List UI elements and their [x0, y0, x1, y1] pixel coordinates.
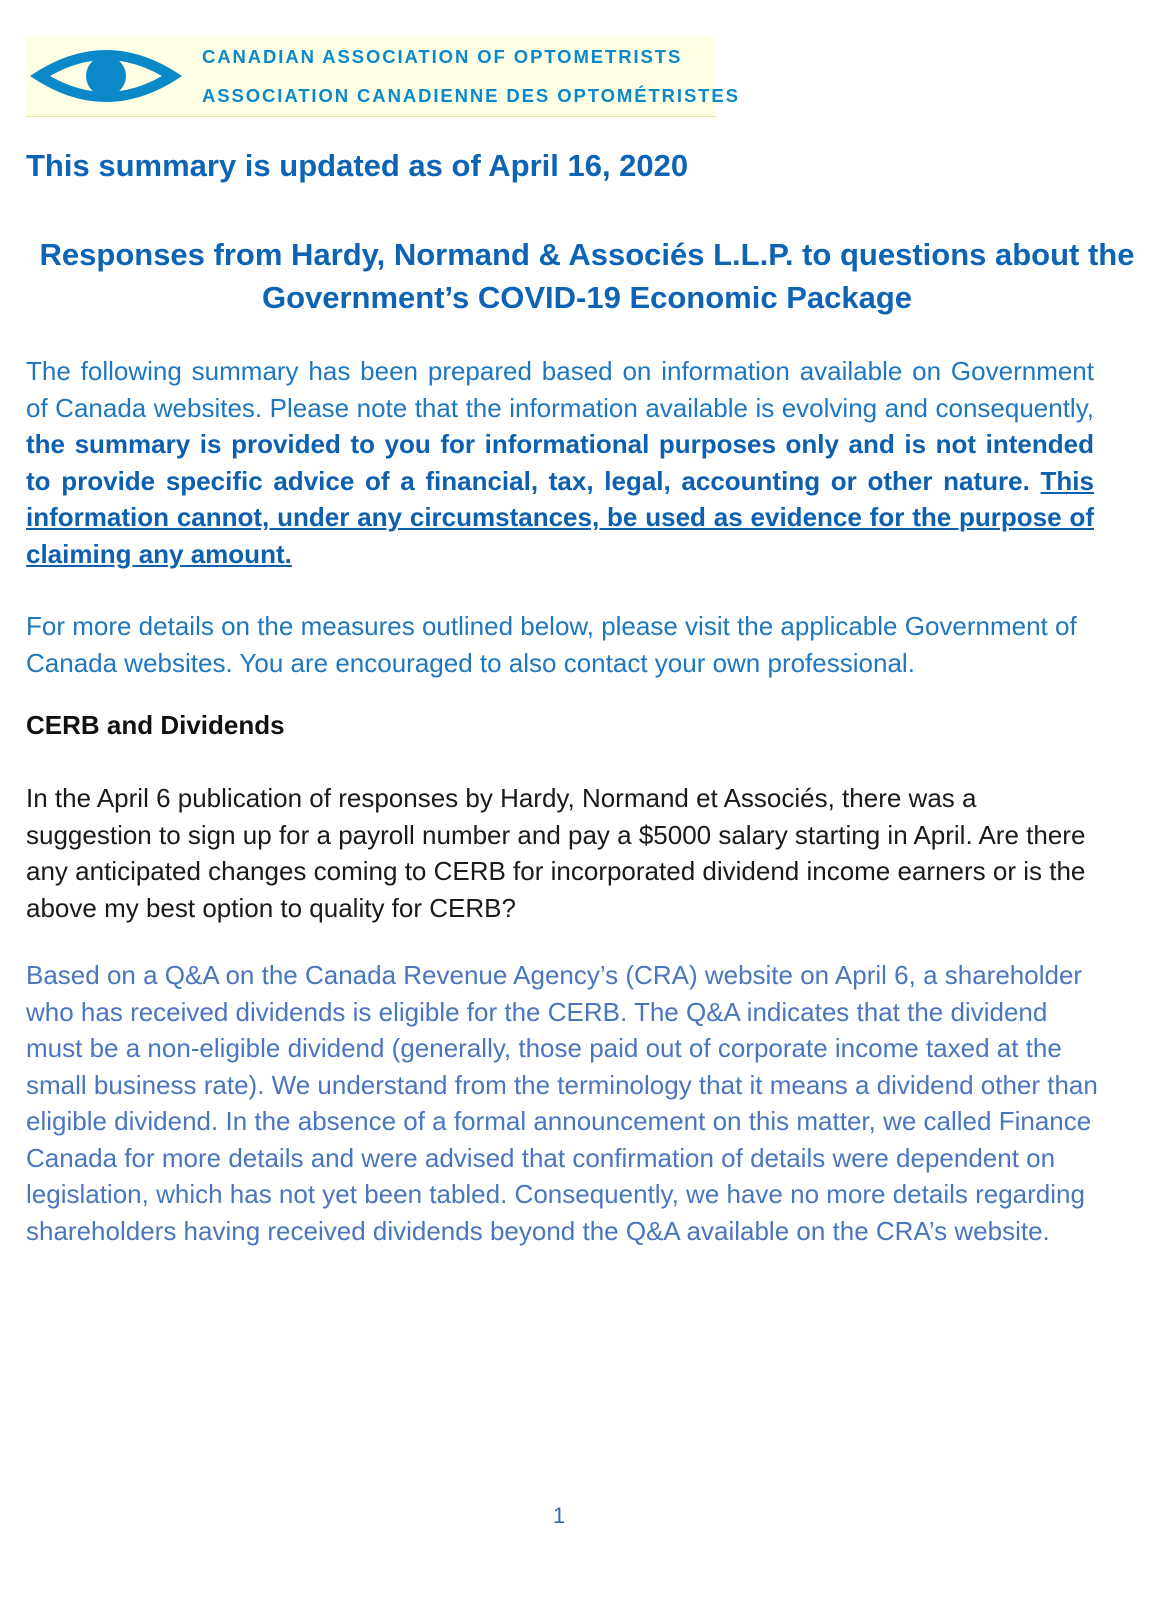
eye-icon	[26, 38, 186, 114]
disclaimer-bold-statement: the summary is provided to you for informational purposes only and is not intended to provide specific advice of a financial, tax, legal, accounting or other nature.	[26, 429, 1094, 496]
disclaimer-paragraph	[26, 353, 1094, 572]
page-number: 1	[552, 1503, 566, 1528]
association-name-french: ASSOCIATION CANADIENNE DES OPTOMÉTRISTES	[202, 85, 740, 106]
section-heading: CERB and Dividends	[26, 710, 285, 740]
question-paragraph: In the April 6 publication of responses by Hardy, Normand et Associés, there was a suggestion to sign up for a payroll number and pay a $5000 salary starting in April. Are there any anticipated changes coming to CERB for incorporated dividend income earners or is the above my best option to quality for CERB?	[26, 783, 1086, 923]
association-name-english: CANADIAN ASSOCIATION OF OPTOMETRISTS	[202, 46, 683, 67]
disclaimer-underlined-statement: This information cannot, under any circumstances, be used as evidence for the purpose of claiming any amount.	[26, 465, 1094, 569]
details-paragraph: For more details on the measures outlined below, please visit the applicable Government of Canada websites. You are encouraged to also contact your own professional.	[26, 611, 1077, 678]
association-logo	[26, 36, 740, 117]
answer-paragraph: Based on a Q&A on the Canada Revenue Agency’s (CRA) website on April 6, a shareholder who has received dividends is eligible for the CERB. The Q&A indicates that the dividend must be a non-eligible dividend (generally, those paid out of corporate income taxed at the small business rate). We understand from the terminology that it means a dividend other than eligible dividend. In the absence of a formal announcement on this matter, we called Finance Canada for more details and were advised that confirmation of details were dependent on legislation, which has not yet been tabled. Consequently, we have no more details regarding shareholders having received dividends beyond the Q&A available on the CRA’s website.	[26, 960, 1098, 1246]
update-date-line: This summary is updated as of April 16, 2020	[26, 148, 689, 183]
document-title: Responses from Hardy, Normand & Associés L.L.P. to questions about the Government’s COVID-19 Economic Package	[39, 237, 1135, 315]
disclaimer-intro: The following summary has been prepared based on information available on Government of Canada websites. Please note that the information available is evolving and consequently,	[26, 356, 1094, 423]
disclaimer-space	[1030, 466, 1041, 496]
